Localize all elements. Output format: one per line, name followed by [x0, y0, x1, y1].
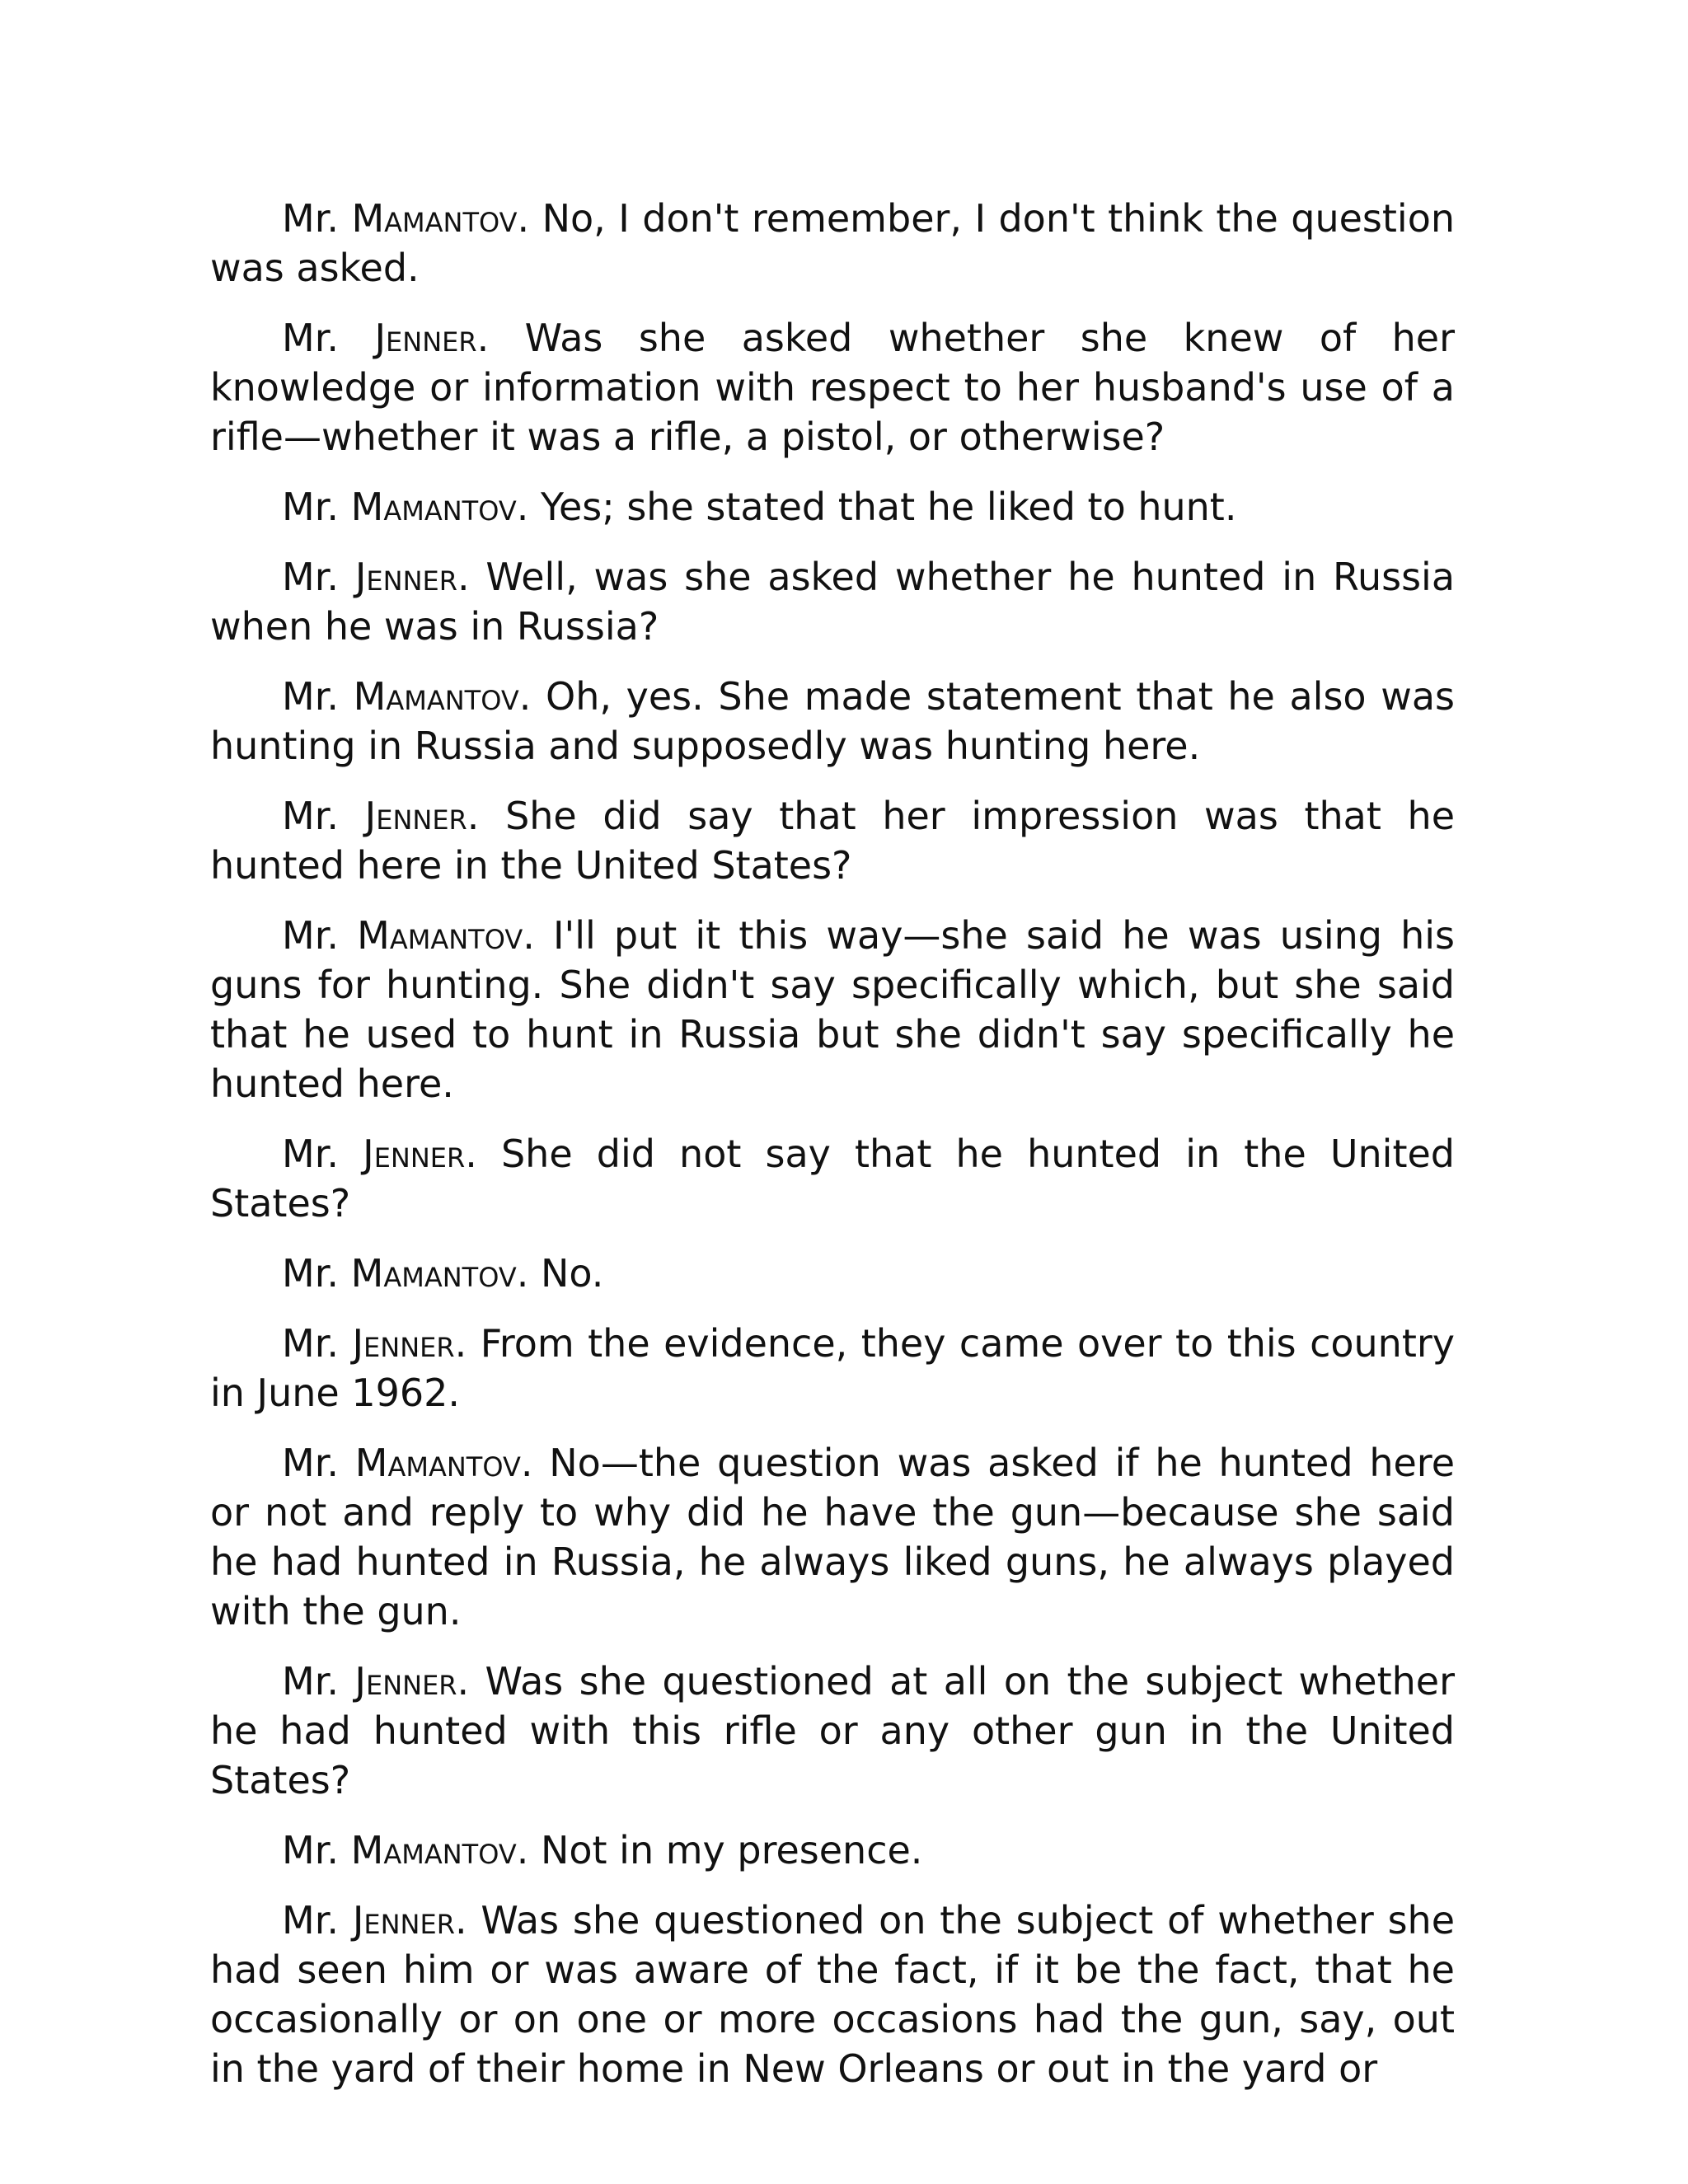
paragraph-text: . Was she questioned at all on the subject whether he had hunted with this rifle or any other gun in the United States? — [210, 1659, 1456, 1802]
paragraph-text: . She did say that her impression was that he hunted here in the United States? — [210, 794, 1455, 888]
speaker-prefix: Mr. — [282, 1898, 353, 1943]
paragraph-text: . Was she asked whether she knew of her knowledge or information with respect to her husband's use of a rifle—whether it was a rifle, a pistol, or otherwise? — [210, 316, 1455, 459]
speaker-name: Jenner — [352, 1898, 455, 1943]
transcript-paragraph — [210, 1438, 1455, 1636]
transcript-paragraph — [210, 552, 1455, 651]
paragraph-text: . Was she questioned on the subject of whether she had seen him or was aware of the fact, if it be the fact, that he occasionally or on one or more occasions had the gun, say, out in the yard of their home in New Orleans or out in the yard or — [210, 1898, 1456, 2091]
transcript-paragraph — [210, 1657, 1455, 1805]
speaker-prefix: Mr. — [282, 1251, 351, 1296]
paragraph-text: . No. — [516, 1251, 604, 1296]
transcript-paragraph — [210, 1249, 1455, 1298]
speaker-prefix: Mr. — [282, 913, 358, 958]
speaker-prefix: Mr. — [282, 1321, 353, 1366]
paragraph-text: . Yes; she stated that he liked to hunt. — [516, 485, 1237, 529]
speaker-prefix: Mr. — [282, 1132, 363, 1176]
transcript-page — [210, 194, 1455, 2114]
speaker-name: Jenner — [354, 1659, 457, 1704]
speaker-name: Jenner — [363, 1132, 466, 1176]
speaker-name: Mamantov — [350, 1251, 517, 1296]
transcript-paragraph — [210, 313, 1455, 462]
speaker-prefix: Mr. — [282, 794, 365, 838]
paragraph-text: . Well, was she asked whether he hunted in Russia when he was in Russia? — [210, 555, 1456, 649]
paragraph-text: . Oh, yes. She made statement that he also was hunting in Russia and supposedly was hunting here. — [210, 674, 1455, 768]
speaker-name: Mamantov — [353, 674, 519, 719]
paragraph-text: . Not in my presence. — [516, 1828, 923, 1872]
paragraph-text: . From the evidence, they came over to this country in June 1962. — [210, 1321, 1456, 1415]
paragraph-text: . No, I don't remember, I don't think the question was asked. — [210, 196, 1455, 290]
speaker-prefix: Mr. — [282, 1828, 351, 1872]
transcript-paragraph — [210, 1129, 1455, 1228]
speaker-prefix: Mr. — [282, 674, 354, 719]
transcript-paragraph — [210, 911, 1455, 1108]
speaker-name: Jenner — [374, 316, 477, 360]
speaker-prefix: Mr. — [282, 555, 355, 599]
speaker-name: Mamantov — [357, 913, 523, 958]
transcript-paragraph — [210, 194, 1455, 293]
speaker-name: Jenner — [354, 555, 457, 599]
paragraph-text: . No—the question was asked if he hunted here or not and reply to why did he have the gun—because she said he had hunted in Russia, he always liked guns, he always played with the gun. — [210, 1441, 1455, 1633]
transcript-paragraph — [210, 1896, 1455, 2093]
speaker-name: Mamantov — [354, 1441, 521, 1485]
transcript-paragraph — [210, 482, 1455, 532]
transcript-paragraph — [210, 1825, 1455, 1875]
speaker-name: Mamantov — [351, 196, 518, 241]
transcript-paragraph — [210, 1319, 1455, 1418]
speaker-prefix: Mr. — [282, 485, 351, 529]
speaker-name: Jenner — [352, 1321, 455, 1366]
paragraph-text: . She did not say that he hunted in the United States? — [210, 1132, 1456, 1226]
transcript-paragraph — [210, 791, 1455, 890]
speaker-prefix: Mr. — [282, 1441, 355, 1485]
speaker-name: Jenner — [364, 794, 467, 838]
speaker-name: Mamantov — [350, 485, 517, 529]
speaker-name: Mamantov — [350, 1828, 517, 1872]
transcript-paragraph — [210, 672, 1455, 771]
speaker-prefix: Mr. — [282, 316, 375, 360]
speaker-prefix: Mr. — [282, 196, 352, 241]
speaker-prefix: Mr. — [282, 1659, 355, 1704]
paragraph-text: . I'll put it this way—she said he was using his guns for hunting. She didn't say specifically which, but she said that he used to hunt in Russia but she didn't say specifically he hunted here. — [210, 913, 1456, 1106]
